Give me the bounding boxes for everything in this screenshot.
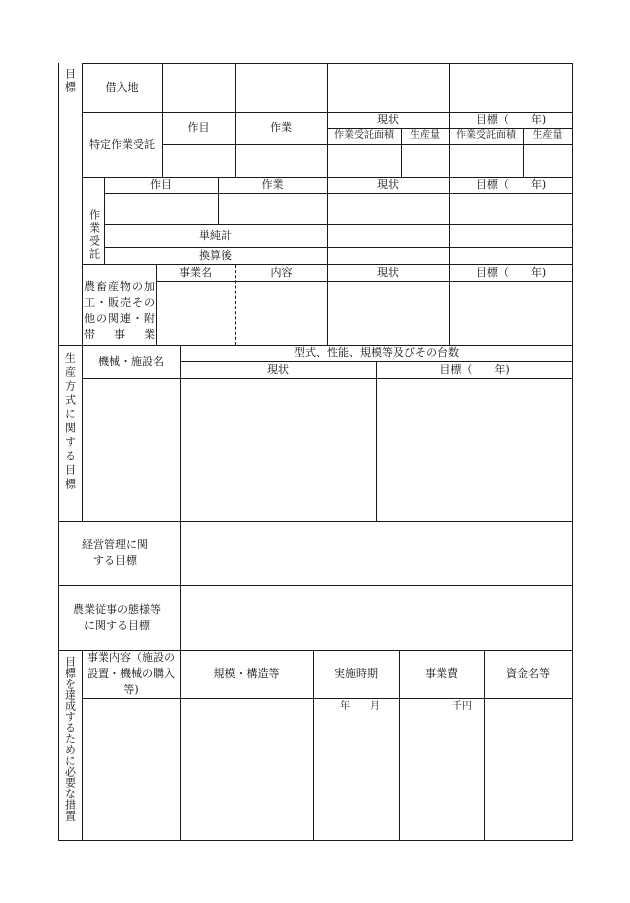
borrowed-land-work-cell[interactable]	[236, 64, 326, 111]
specific-target-header: 目標（ 年)	[475, 113, 547, 127]
current-contract-area: 作業受託面積	[334, 129, 394, 141]
measures-header-bottom	[82, 698, 573, 699]
proc-business-name-header: 事業名	[179, 265, 212, 279]
measures-business-header: 事業内容（施設の設置・機械の購入等)	[87, 651, 175, 696]
borrowed-land-current-cell[interactable]	[328, 64, 448, 111]
borrowed-land-target-cell[interactable]	[450, 64, 571, 111]
borrowed-land-label: 借入地	[105, 80, 139, 94]
target-contract-area: 作業受託面積	[456, 129, 516, 141]
measures-period-header: 実施時期	[334, 667, 378, 681]
specific-contract-data-row[interactable]	[163, 145, 571, 176]
pm-target-header: 目標（ 年)	[439, 362, 510, 376]
proc-current-header: 現状	[377, 265, 399, 279]
pm-spec-header: 型式、性能、規模等及びその台数	[294, 346, 459, 360]
measures-thousand-yen: 千円	[452, 700, 472, 712]
measures-data-area[interactable]	[83, 716, 571, 839]
current-production: 生産量	[410, 129, 440, 141]
work-contract-side-label: 作業受託	[87, 209, 101, 261]
specific-contract-label: 特定作業受託	[89, 137, 155, 151]
management-input-area[interactable]	[181, 522, 571, 584]
employment-input-area[interactable]	[181, 586, 571, 649]
employment-label: 農業従事の態様等に関する目標	[73, 602, 161, 632]
measures-cost-header: 事業費	[425, 667, 458, 681]
pm-current-header: 現状	[267, 362, 289, 376]
specific-crop-header: 作目	[187, 121, 210, 135]
measures-scale-header: 規模・構造等	[213, 667, 280, 681]
processing-data-row[interactable]	[157, 282, 571, 344]
specific-current-header: 現状	[377, 113, 399, 127]
measures-fund-header: 資金名等	[506, 667, 550, 681]
wc-target-header: 目標（ 年)	[475, 178, 547, 192]
wc-simple-total: 単純計	[199, 228, 232, 242]
wc-converted: 換算後	[199, 248, 232, 262]
measures-side-label: 目標を達成するために必要な措置	[63, 656, 77, 821]
production-method-side-label: 生産方式に関する目標	[63, 352, 77, 492]
frame-bottom	[58, 840, 573, 841]
frame-left	[58, 63, 59, 841]
pm-machinery-header: 機械・施設名	[98, 354, 164, 368]
production-method-data-area[interactable]	[83, 379, 571, 520]
goal-side-label: 目標	[63, 68, 77, 94]
borrowed-land-crop-cell[interactable]	[163, 64, 234, 111]
wc-data-row[interactable]	[105, 194, 571, 223]
management-label: 経営管理に関する目標	[82, 538, 148, 567]
processing-label: 農畜産物の加工・販売その他の関連・附帯事業	[84, 280, 155, 341]
proc-content-header: 内容	[270, 265, 293, 279]
proc-target-header: 目標（ 年)	[475, 265, 547, 279]
wc-current-header: 現状	[377, 178, 399, 192]
target-production: 生産量	[532, 129, 563, 141]
wc-crop-header: 作目	[150, 178, 172, 192]
wc-work-header: 作業	[261, 178, 284, 192]
specific-work-header: 作業	[270, 121, 292, 135]
measures-year-month: 年 月	[340, 700, 380, 712]
